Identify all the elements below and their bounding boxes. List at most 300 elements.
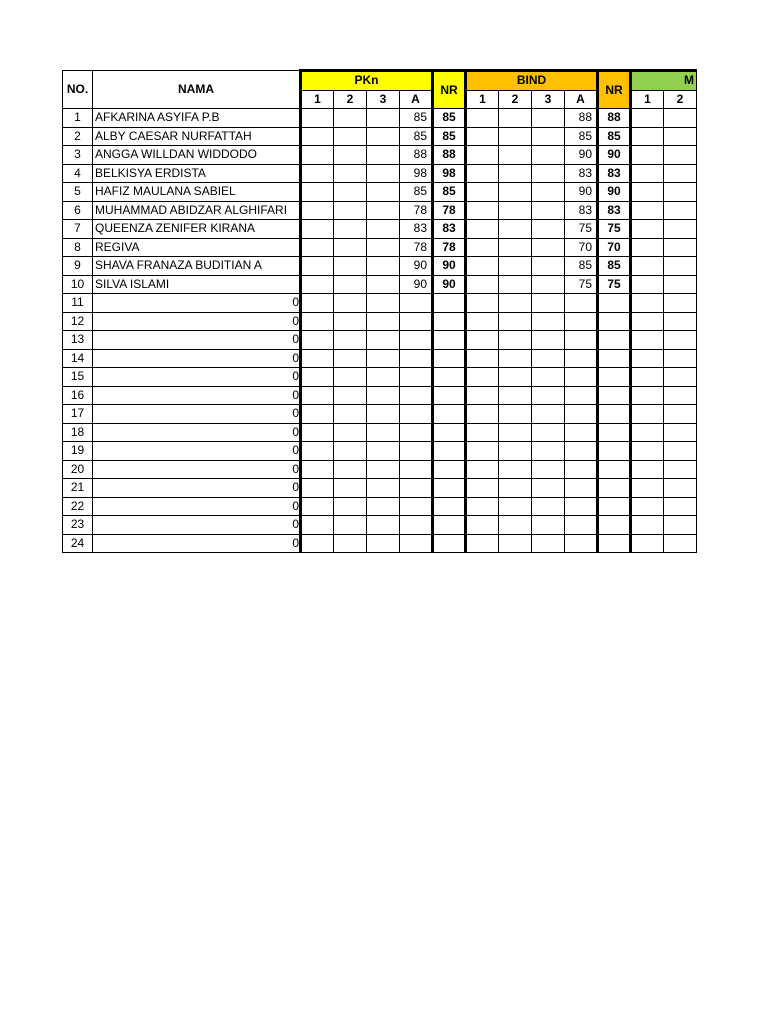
cell-bind-nr[interactable]: [598, 331, 631, 350]
cell-pkn-2[interactable]: [334, 312, 367, 331]
cell-bind-a[interactable]: 70: [565, 238, 598, 257]
cell-m-1[interactable]: [631, 442, 664, 461]
cell-m-1[interactable]: [631, 386, 664, 405]
cell-bind-2[interactable]: [499, 312, 532, 331]
cell-nama[interactable]: 0: [93, 312, 301, 331]
cell-pkn-1[interactable]: [301, 183, 334, 202]
cell-no[interactable]: 22: [63, 497, 93, 516]
cell-pkn-3[interactable]: [367, 275, 400, 294]
cell-pkn-2[interactable]: [334, 516, 367, 535]
cell-bind-2[interactable]: [499, 516, 532, 535]
cell-m-2[interactable]: [664, 183, 697, 202]
cell-bind-nr[interactable]: 85: [598, 127, 631, 146]
cell-pkn-a[interactable]: [400, 442, 433, 461]
cell-bind-nr[interactable]: [598, 294, 631, 313]
header-nr-bind[interactable]: NR: [598, 71, 631, 109]
cell-bind-nr[interactable]: 75: [598, 220, 631, 239]
cell-m-1[interactable]: [631, 368, 664, 387]
cell-bind-3[interactable]: [532, 109, 565, 128]
cell-pkn-2[interactable]: [334, 294, 367, 313]
cell-bind-nr[interactable]: [598, 534, 631, 553]
cell-bind-1[interactable]: [466, 386, 499, 405]
cell-pkn-3[interactable]: [367, 349, 400, 368]
cell-m-1[interactable]: [631, 460, 664, 479]
cell-pkn-2[interactable]: [334, 386, 367, 405]
cell-pkn-nr[interactable]: 90: [433, 275, 466, 294]
cell-pkn-3[interactable]: [367, 294, 400, 313]
cell-pkn-nr[interactable]: [433, 516, 466, 535]
header-sub-col[interactable]: 2: [664, 90, 697, 109]
cell-bind-3[interactable]: [532, 312, 565, 331]
cell-bind-a[interactable]: [565, 349, 598, 368]
cell-nama[interactable]: 0: [93, 368, 301, 387]
cell-no[interactable]: 21: [63, 479, 93, 498]
cell-nama[interactable]: 0: [93, 479, 301, 498]
cell-pkn-3[interactable]: [367, 442, 400, 461]
header-sub-col[interactable]: 1: [301, 90, 334, 109]
cell-bind-3[interactable]: [532, 331, 565, 350]
header-no[interactable]: NO.: [63, 71, 93, 109]
cell-m-1[interactable]: [631, 331, 664, 350]
cell-bind-nr[interactable]: [598, 497, 631, 516]
cell-pkn-a[interactable]: 83: [400, 220, 433, 239]
cell-bind-1[interactable]: [466, 294, 499, 313]
cell-pkn-a[interactable]: 78: [400, 201, 433, 220]
cell-pkn-nr[interactable]: 85: [433, 109, 466, 128]
cell-bind-a[interactable]: 88: [565, 109, 598, 128]
cell-pkn-a[interactable]: [400, 331, 433, 350]
cell-pkn-1[interactable]: [301, 516, 334, 535]
cell-m-1[interactable]: [631, 257, 664, 276]
cell-bind-2[interactable]: [499, 146, 532, 165]
cell-pkn-3[interactable]: [367, 146, 400, 165]
cell-bind-3[interactable]: [532, 257, 565, 276]
cell-bind-3[interactable]: [532, 127, 565, 146]
cell-pkn-a[interactable]: [400, 312, 433, 331]
cell-bind-3[interactable]: [532, 442, 565, 461]
cell-pkn-nr[interactable]: 83: [433, 220, 466, 239]
cell-m-1[interactable]: [631, 479, 664, 498]
cell-nama[interactable]: 0: [93, 516, 301, 535]
cell-bind-1[interactable]: [466, 220, 499, 239]
cell-m-2[interactable]: [664, 164, 697, 183]
cell-nama[interactable]: MUHAMMAD ABIDZAR ALGHIFARI: [93, 201, 301, 220]
cell-pkn-nr[interactable]: [433, 312, 466, 331]
cell-pkn-a[interactable]: 88: [400, 146, 433, 165]
cell-pkn-3[interactable]: [367, 127, 400, 146]
cell-bind-2[interactable]: [499, 220, 532, 239]
cell-pkn-1[interactable]: [301, 109, 334, 128]
cell-no[interactable]: 14: [63, 349, 93, 368]
cell-bind-3[interactable]: [532, 460, 565, 479]
cell-pkn-a[interactable]: [400, 386, 433, 405]
cell-pkn-nr[interactable]: [433, 386, 466, 405]
cell-pkn-1[interactable]: [301, 127, 334, 146]
cell-bind-a[interactable]: [565, 516, 598, 535]
cell-pkn-nr[interactable]: [433, 331, 466, 350]
cell-m-2[interactable]: [664, 405, 697, 424]
cell-bind-a[interactable]: [565, 442, 598, 461]
cell-pkn-3[interactable]: [367, 331, 400, 350]
cell-m-1[interactable]: [631, 201, 664, 220]
cell-pkn-1[interactable]: [301, 497, 334, 516]
cell-bind-2[interactable]: [499, 423, 532, 442]
cell-m-1[interactable]: [631, 183, 664, 202]
cell-bind-3[interactable]: [532, 386, 565, 405]
cell-pkn-nr[interactable]: [433, 423, 466, 442]
cell-no[interactable]: 5: [63, 183, 93, 202]
cell-m-2[interactable]: [664, 368, 697, 387]
cell-m-1[interactable]: [631, 405, 664, 424]
cell-m-1[interactable]: [631, 164, 664, 183]
cell-m-2[interactable]: [664, 423, 697, 442]
cell-bind-1[interactable]: [466, 442, 499, 461]
cell-pkn-3[interactable]: [367, 201, 400, 220]
cell-bind-2[interactable]: [499, 275, 532, 294]
cell-pkn-a[interactable]: 85: [400, 183, 433, 202]
cell-bind-nr[interactable]: [598, 312, 631, 331]
cell-bind-a[interactable]: 75: [565, 220, 598, 239]
cell-bind-1[interactable]: [466, 183, 499, 202]
cell-no[interactable]: 6: [63, 201, 93, 220]
cell-pkn-2[interactable]: [334, 497, 367, 516]
cell-pkn-1[interactable]: [301, 146, 334, 165]
cell-no[interactable]: 13: [63, 331, 93, 350]
cell-no[interactable]: 17: [63, 405, 93, 424]
cell-bind-1[interactable]: [466, 164, 499, 183]
cell-pkn-3[interactable]: [367, 423, 400, 442]
cell-pkn-2[interactable]: [334, 442, 367, 461]
cell-bind-1[interactable]: [466, 368, 499, 387]
cell-pkn-a[interactable]: [400, 368, 433, 387]
cell-bind-3[interactable]: [532, 423, 565, 442]
cell-bind-a[interactable]: [565, 460, 598, 479]
cell-m-1[interactable]: [631, 534, 664, 553]
cell-nama[interactable]: 0: [93, 423, 301, 442]
cell-nama[interactable]: BELKISYA ERDISTA: [93, 164, 301, 183]
cell-pkn-2[interactable]: [334, 183, 367, 202]
cell-bind-1[interactable]: [466, 349, 499, 368]
cell-pkn-a[interactable]: 90: [400, 257, 433, 276]
cell-pkn-nr[interactable]: 78: [433, 201, 466, 220]
cell-nama[interactable]: ANGGA WILLDAN WIDDODO: [93, 146, 301, 165]
cell-bind-nr[interactable]: 85: [598, 257, 631, 276]
cell-pkn-1[interactable]: [301, 479, 334, 498]
cell-bind-a[interactable]: [565, 479, 598, 498]
cell-bind-2[interactable]: [499, 479, 532, 498]
cell-m-1[interactable]: [631, 127, 664, 146]
cell-bind-2[interactable]: [499, 349, 532, 368]
cell-bind-2[interactable]: [499, 127, 532, 146]
cell-m-2[interactable]: [664, 275, 697, 294]
cell-pkn-nr[interactable]: [433, 349, 466, 368]
header-subject-bind[interactable]: BIND: [466, 71, 598, 91]
cell-bind-nr[interactable]: 90: [598, 146, 631, 165]
cell-bind-3[interactable]: [532, 164, 565, 183]
cell-bind-nr[interactable]: [598, 479, 631, 498]
cell-bind-1[interactable]: [466, 516, 499, 535]
cell-no[interactable]: 4: [63, 164, 93, 183]
cell-bind-nr[interactable]: [598, 460, 631, 479]
header-sub-col[interactable]: A: [400, 90, 433, 109]
cell-nama[interactable]: 0: [93, 405, 301, 424]
cell-m-1[interactable]: [631, 312, 664, 331]
cell-m-2[interactable]: [664, 257, 697, 276]
cell-m-2[interactable]: [664, 294, 697, 313]
cell-pkn-a[interactable]: [400, 460, 433, 479]
header-subject-pkn[interactable]: PKn: [301, 71, 433, 91]
cell-pkn-2[interactable]: [334, 331, 367, 350]
cell-pkn-3[interactable]: [367, 164, 400, 183]
cell-pkn-nr[interactable]: 88: [433, 146, 466, 165]
cell-bind-a[interactable]: [565, 368, 598, 387]
cell-bind-3[interactable]: [532, 516, 565, 535]
cell-bind-2[interactable]: [499, 442, 532, 461]
header-nr-pkn[interactable]: NR: [433, 71, 466, 109]
cell-pkn-1[interactable]: [301, 275, 334, 294]
cell-no[interactable]: 3: [63, 146, 93, 165]
cell-m-1[interactable]: [631, 497, 664, 516]
cell-m-1[interactable]: [631, 220, 664, 239]
cell-bind-a[interactable]: [565, 405, 598, 424]
cell-pkn-nr[interactable]: 98: [433, 164, 466, 183]
cell-pkn-nr[interactable]: 78: [433, 238, 466, 257]
cell-bind-nr[interactable]: 90: [598, 183, 631, 202]
cell-bind-nr[interactable]: [598, 423, 631, 442]
cell-pkn-2[interactable]: [334, 275, 367, 294]
cell-pkn-nr[interactable]: 85: [433, 183, 466, 202]
cell-pkn-a[interactable]: 98: [400, 164, 433, 183]
header-sub-col[interactable]: 1: [631, 90, 664, 109]
cell-pkn-3[interactable]: [367, 368, 400, 387]
cell-no[interactable]: 7: [63, 220, 93, 239]
cell-nama[interactable]: 0: [93, 294, 301, 313]
header-sub-col[interactable]: 3: [367, 90, 400, 109]
cell-bind-a[interactable]: [565, 423, 598, 442]
cell-m-1[interactable]: [631, 294, 664, 313]
cell-pkn-2[interactable]: [334, 423, 367, 442]
cell-m-2[interactable]: [664, 516, 697, 535]
cell-bind-2[interactable]: [499, 109, 532, 128]
cell-m-2[interactable]: [664, 109, 697, 128]
cell-pkn-1[interactable]: [301, 238, 334, 257]
cell-bind-1[interactable]: [466, 201, 499, 220]
cell-no[interactable]: 8: [63, 238, 93, 257]
cell-no[interactable]: 16: [63, 386, 93, 405]
cell-pkn-2[interactable]: [334, 368, 367, 387]
cell-no[interactable]: 1: [63, 109, 93, 128]
cell-bind-a[interactable]: 90: [565, 183, 598, 202]
cell-bind-3[interactable]: [532, 479, 565, 498]
cell-pkn-nr[interactable]: [433, 405, 466, 424]
cell-bind-nr[interactable]: [598, 368, 631, 387]
cell-bind-3[interactable]: [532, 294, 565, 313]
cell-pkn-a[interactable]: [400, 497, 433, 516]
cell-pkn-1[interactable]: [301, 368, 334, 387]
cell-pkn-nr[interactable]: [433, 460, 466, 479]
cell-pkn-1[interactable]: [301, 386, 334, 405]
cell-pkn-2[interactable]: [334, 460, 367, 479]
cell-nama[interactable]: 0: [93, 349, 301, 368]
cell-bind-1[interactable]: [466, 275, 499, 294]
cell-no[interactable]: 19: [63, 442, 93, 461]
cell-pkn-1[interactable]: [301, 405, 334, 424]
cell-bind-a[interactable]: 85: [565, 127, 598, 146]
cell-pkn-nr[interactable]: [433, 442, 466, 461]
header-sub-col[interactable]: 2: [499, 90, 532, 109]
cell-m-2[interactable]: [664, 479, 697, 498]
cell-m-2[interactable]: [664, 442, 697, 461]
cell-pkn-2[interactable]: [334, 238, 367, 257]
cell-pkn-nr[interactable]: [433, 479, 466, 498]
header-nama[interactable]: NAMA: [93, 71, 301, 109]
cell-m-1[interactable]: [631, 238, 664, 257]
cell-nama[interactable]: SHAVA FRANAZA BUDITIAN A: [93, 257, 301, 276]
cell-bind-2[interactable]: [499, 497, 532, 516]
cell-bind-a[interactable]: 85: [565, 257, 598, 276]
cell-m-2[interactable]: [664, 220, 697, 239]
cell-pkn-3[interactable]: [367, 312, 400, 331]
cell-bind-nr[interactable]: [598, 386, 631, 405]
cell-bind-2[interactable]: [499, 183, 532, 202]
cell-nama[interactable]: 0: [93, 497, 301, 516]
cell-bind-2[interactable]: [499, 460, 532, 479]
cell-bind-1[interactable]: [466, 127, 499, 146]
header-sub-col[interactable]: 2: [334, 90, 367, 109]
cell-bind-nr[interactable]: [598, 516, 631, 535]
cell-pkn-2[interactable]: [334, 127, 367, 146]
cell-bind-a[interactable]: [565, 386, 598, 405]
cell-bind-2[interactable]: [499, 368, 532, 387]
cell-pkn-a[interactable]: [400, 516, 433, 535]
cell-pkn-nr[interactable]: [433, 368, 466, 387]
cell-pkn-a[interactable]: [400, 349, 433, 368]
cell-bind-3[interactable]: [532, 497, 565, 516]
cell-bind-2[interactable]: [499, 238, 532, 257]
cell-bind-2[interactable]: [499, 257, 532, 276]
cell-no[interactable]: 11: [63, 294, 93, 313]
cell-pkn-3[interactable]: [367, 534, 400, 553]
cell-pkn-1[interactable]: [301, 423, 334, 442]
cell-bind-1[interactable]: [466, 238, 499, 257]
cell-no[interactable]: 23: [63, 516, 93, 535]
cell-bind-2[interactable]: [499, 201, 532, 220]
cell-pkn-a[interactable]: [400, 534, 433, 553]
cell-pkn-a[interactable]: [400, 294, 433, 313]
cell-pkn-2[interactable]: [334, 534, 367, 553]
cell-pkn-2[interactable]: [334, 164, 367, 183]
header-subject-m[interactable]: M: [631, 71, 697, 91]
cell-m-2[interactable]: [664, 238, 697, 257]
cell-pkn-a[interactable]: 90: [400, 275, 433, 294]
cell-pkn-2[interactable]: [334, 257, 367, 276]
cell-bind-3[interactable]: [532, 238, 565, 257]
cell-pkn-nr[interactable]: 85: [433, 127, 466, 146]
cell-m-2[interactable]: [664, 497, 697, 516]
cell-pkn-1[interactable]: [301, 220, 334, 239]
cell-bind-nr[interactable]: 88: [598, 109, 631, 128]
cell-pkn-1[interactable]: [301, 164, 334, 183]
cell-pkn-1[interactable]: [301, 257, 334, 276]
cell-pkn-a[interactable]: 85: [400, 127, 433, 146]
cell-pkn-nr[interactable]: [433, 497, 466, 516]
cell-nama[interactable]: ALBY CAESAR NURFATTAH: [93, 127, 301, 146]
cell-pkn-1[interactable]: [301, 460, 334, 479]
cell-pkn-1[interactable]: [301, 442, 334, 461]
cell-pkn-1[interactable]: [301, 294, 334, 313]
cell-pkn-2[interactable]: [334, 349, 367, 368]
cell-bind-2[interactable]: [499, 534, 532, 553]
cell-pkn-3[interactable]: [367, 109, 400, 128]
cell-no[interactable]: 10: [63, 275, 93, 294]
cell-bind-2[interactable]: [499, 294, 532, 313]
cell-bind-a[interactable]: 75: [565, 275, 598, 294]
header-sub-col[interactable]: 1: [466, 90, 499, 109]
cell-pkn-nr[interactable]: 90: [433, 257, 466, 276]
cell-bind-a[interactable]: 90: [565, 146, 598, 165]
cell-nama[interactable]: AFKARINA ASYIFA P.B: [93, 109, 301, 128]
header-sub-col[interactable]: 3: [532, 90, 565, 109]
cell-bind-a[interactable]: [565, 497, 598, 516]
cell-bind-2[interactable]: [499, 331, 532, 350]
cell-bind-1[interactable]: [466, 109, 499, 128]
cell-pkn-3[interactable]: [367, 257, 400, 276]
cell-pkn-a[interactable]: 85: [400, 109, 433, 128]
cell-bind-1[interactable]: [466, 312, 499, 331]
cell-m-1[interactable]: [631, 423, 664, 442]
cell-pkn-3[interactable]: [367, 405, 400, 424]
cell-nama[interactable]: 0: [93, 460, 301, 479]
cell-bind-3[interactable]: [532, 534, 565, 553]
cell-pkn-2[interactable]: [334, 220, 367, 239]
cell-nama[interactable]: SILVA ISLAMI: [93, 275, 301, 294]
cell-pkn-a[interactable]: [400, 479, 433, 498]
cell-bind-1[interactable]: [466, 497, 499, 516]
cell-bind-1[interactable]: [466, 423, 499, 442]
cell-bind-2[interactable]: [499, 405, 532, 424]
cell-pkn-nr[interactable]: [433, 294, 466, 313]
cell-bind-1[interactable]: [466, 331, 499, 350]
cell-bind-a[interactable]: [565, 331, 598, 350]
cell-nama[interactable]: HAFIZ MAULANA SABIEL: [93, 183, 301, 202]
cell-m-1[interactable]: [631, 516, 664, 535]
cell-m-2[interactable]: [664, 127, 697, 146]
cell-bind-a[interactable]: [565, 312, 598, 331]
cell-bind-1[interactable]: [466, 460, 499, 479]
cell-pkn-2[interactable]: [334, 201, 367, 220]
cell-pkn-2[interactable]: [334, 109, 367, 128]
cell-m-1[interactable]: [631, 349, 664, 368]
cell-no[interactable]: 12: [63, 312, 93, 331]
cell-no[interactable]: 18: [63, 423, 93, 442]
cell-pkn-3[interactable]: [367, 238, 400, 257]
cell-bind-1[interactable]: [466, 257, 499, 276]
cell-no[interactable]: 15: [63, 368, 93, 387]
cell-bind-3[interactable]: [532, 201, 565, 220]
cell-pkn-1[interactable]: [301, 201, 334, 220]
cell-pkn-1[interactable]: [301, 331, 334, 350]
cell-bind-nr[interactable]: 83: [598, 201, 631, 220]
cell-m-2[interactable]: [664, 349, 697, 368]
cell-m-2[interactable]: [664, 386, 697, 405]
cell-pkn-a[interactable]: [400, 423, 433, 442]
cell-bind-3[interactable]: [532, 405, 565, 424]
cell-bind-1[interactable]: [466, 479, 499, 498]
cell-m-2[interactable]: [664, 146, 697, 165]
cell-nama[interactable]: REGIVA: [93, 238, 301, 257]
header-sub-col[interactable]: A: [565, 90, 598, 109]
cell-m-1[interactable]: [631, 146, 664, 165]
